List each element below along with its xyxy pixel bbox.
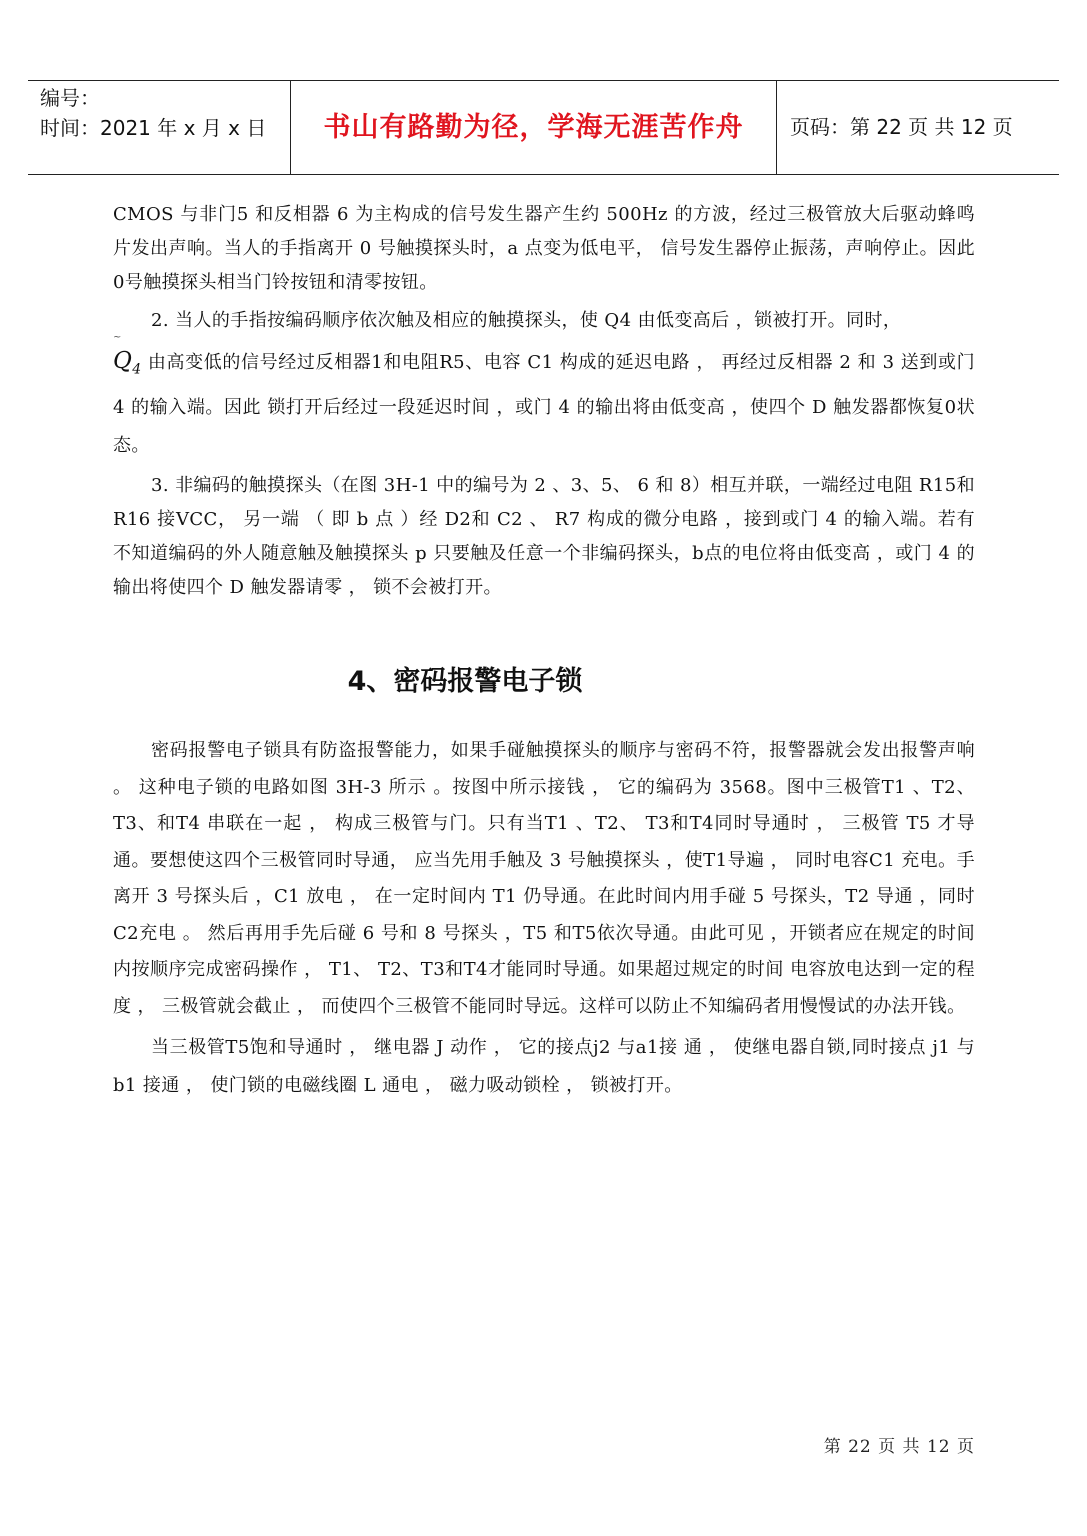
q4-symbol: $Q_4$: [113, 348, 142, 378]
paragraph: 3. 非编码的触摸探头（在图 3H-1 中的编号为 2 、3、5、 6 和 8）相互并联，一端经过电阻 R15和 R16 接VCC， 另一端 （ 即 b 点 ）经 D2和 C2 、 R7 构成的微分电路 ，接到或门 4 的输入端。若有不知道编码的外人随意触及触摸探头 p 只要触及任意一个非编码探头，b点的电位将由低变高 ，或门 4 的输出将使四个 D 触发器请零 ， 锁不会被打开。: [113, 474, 975, 598]
paragraph: 当三极管T5饱和导通时 ， 继电器 J 动作 ， 它的接点j2 与a1接 通 ， 使继电器自锁,同时接点 j1 与 b1 接通 ， 使门锁的电磁线圈 L 通电 ， 磁力吸动锁栓 ， 锁被打开。: [113, 1037, 975, 1096]
header-motto: 书山有路勤为径，学海无涯苦作舟: [323, 112, 744, 143]
paragraph: $Q_4$ 由高变低的信号经过反相器1和电阻R5、电容 C1 构成的延迟电路 ， 再经过反相器 2 和 3 送到或门4 的输入端。因此 锁打开后经过一段延迟时间 ，或门 4 的输出将由低变高 ，使四个 D 触发器都恢复0状态。: [113, 348, 976, 456]
page-footer: 第 22 页 共 12 页: [823, 1437, 975, 1457]
body-section-4: [113, 733, 975, 1105]
section-title: 4、密码报警电子锁: [347, 666, 583, 697]
page-header: [28, 80, 1059, 175]
header-page-info: 页码：第 22 页 共 12 页: [790, 115, 1013, 139]
paragraph: CMOS 与非门5 和反相器 6 为主构成的信号发生器产生约 500Hz 的方波，经过三极管放大后驱动蜂鸣片发出声响。当人的手指离开 0 号触摸探头时，a 点变为低电平， 信号发生器停止振荡，声响停止。因此0号触摸探头相当门铃按钮和清零按钮。: [113, 204, 975, 293]
header-meta: [40, 83, 288, 143]
document-date: 时间：2021 年 x 月 x 日: [40, 116, 267, 140]
body-section-3: [113, 198, 975, 605]
paragraph: 密码报警电子锁具有防盗报警能力，如果手碰触摸探头的顺序与密码不符，报警器就会发出报警声响 。 这种电子锁的电路如图 3H-3 所示 。按图中所示接钱 ， 它的编码为 3568。图中三极管T1 、T2、 T3、和T4 串联在一起 ， 构成三极管与门。只有当T1 、T2、 T3和T4同时导通时 ， 三极管 T5 才导通。要想使这四个三极管同时导通， 应当先用手触及 3 号触摸探头 ，使T1导遍 ， 同时电容C1 充电。手离开 3 号探头后 ，C1 放电 ， 在一定时间内 T1 仍导通。在此时间内用手碰 5 号探头，T2 导通 ，同时C2充电 。 然后再用手先后碰 6 号和 8 号探头 ，T5 和T5依次导通。由此可见 ，开锁者应在规定的时间内按顺序完成密码操作 ， T1、 T2、T3和T4才能同时导通。如果超过规定的时间 电容放电达到一定的程度 ， 三极管就会截止 ， 而使四个三极管不能同时导远。这样可以防止不知编码者用慢慢试的办法开钱。: [113, 740, 975, 1017]
tilde-mark: ~: [113, 332, 122, 343]
header-divider: [776, 81, 777, 174]
document-number-label: 编号：: [40, 86, 100, 110]
paragraph: 2. 当人的手指按编码顺序依次触及相应的触摸探头，使 Q4 由低变高后 ，锁被打开。同时，: [151, 310, 902, 331]
